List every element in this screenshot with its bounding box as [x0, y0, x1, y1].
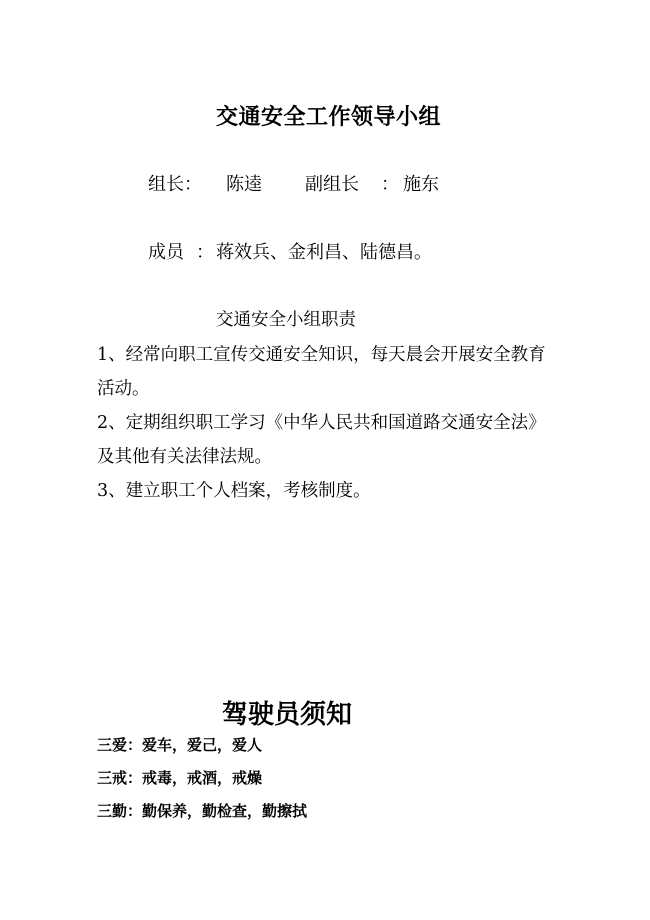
leader-name: 陈逵 — [226, 174, 262, 195]
notice-line-2: 三戒：戒毒，戒酒，戒燥 — [97, 769, 263, 787]
deputy-separator: ： — [381, 174, 399, 195]
leader-label: 组长： — [148, 174, 202, 195]
notice-line-1: 三爱：爱车，爱己，爱人 — [97, 736, 263, 754]
duties-title: 交通安全小组职责 — [216, 310, 356, 330]
deputy-name: 施东 — [403, 174, 439, 195]
deputy-label: 副组长 — [305, 174, 359, 195]
members-names: 蒋效兵、金利昌、陆德昌。 — [216, 242, 432, 263]
duty-item-2: 2、定期组织职工学习《中华人民共和国道路交通安全法》及其他有关法律法规。 — [97, 413, 546, 467]
members-label: 成员 — [148, 242, 184, 263]
section1-title: 交通安全工作领导小组 — [216, 104, 442, 130]
section2-title: 驾驶员须知 — [222, 700, 353, 730]
duty-item-1: 1、经常向职工宣传交通安全知识，每天晨会开展安全教育活动。 — [97, 345, 546, 399]
notice-line-3: 三勤：勤保养，勤检查，勤擦拭 — [97, 802, 308, 820]
members-separator: ： — [196, 242, 214, 263]
duty-item-3: 3、建立职工个人档案，考核制度。 — [97, 481, 371, 501]
